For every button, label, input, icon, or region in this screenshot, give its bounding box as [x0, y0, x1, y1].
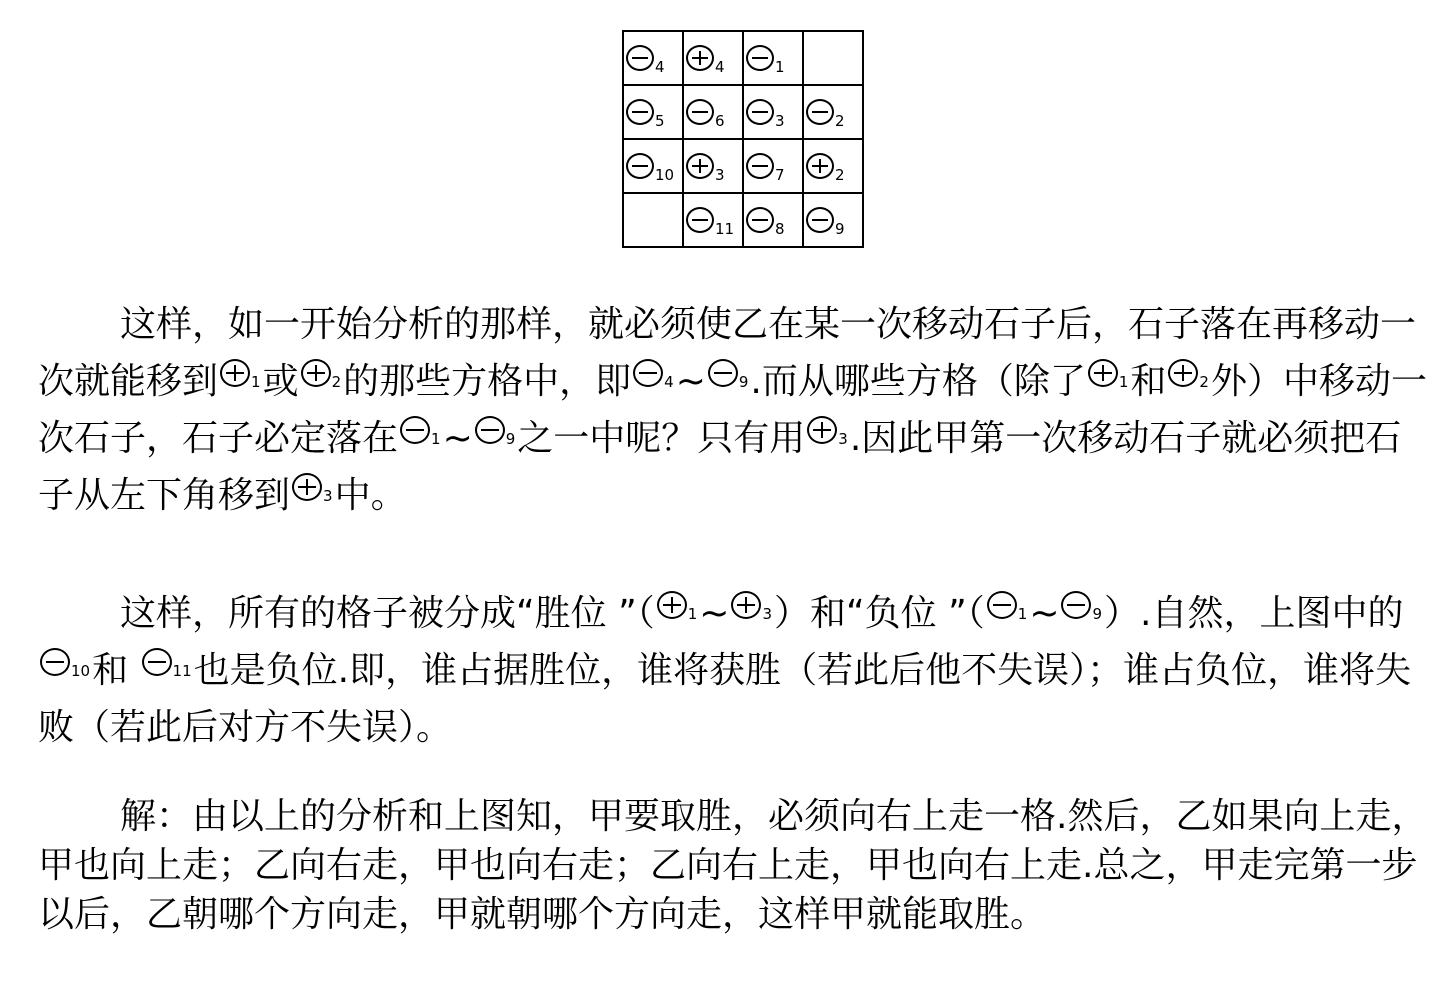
text-segment: 这样，如一开始分析的那样，就必须使乙在某一次移动石子后，石子落在再移动一次就能移到	[38, 304, 1417, 402]
minus-marker	[686, 99, 725, 130]
circled-minus-icon	[626, 99, 654, 125]
minus-marker	[806, 207, 845, 238]
circled-minus-icon	[746, 45, 774, 71]
plus-marker	[292, 473, 333, 505]
plus-marker	[731, 591, 773, 623]
marker-index: 2	[1199, 372, 1209, 391]
minus-marker	[142, 648, 192, 680]
minus-marker	[626, 99, 665, 130]
text-segment: .而从哪些方格（除了	[750, 361, 1086, 402]
minus-marker	[40, 648, 91, 680]
circled-plus-icon	[301, 359, 331, 387]
circled-minus-icon	[987, 591, 1017, 619]
grid-cell	[743, 85, 803, 139]
grid-cell	[803, 193, 863, 247]
marker-index: 4	[655, 57, 665, 76]
grid-cell	[683, 193, 743, 247]
plus-marker	[657, 591, 698, 623]
plus-marker	[301, 359, 342, 391]
grid-cell	[683, 31, 743, 85]
grid-cell	[623, 31, 683, 85]
circled-minus-icon	[806, 99, 834, 125]
text-segment: ）和“负位 ”（	[774, 593, 985, 634]
marker-index: 9	[1092, 604, 1103, 623]
marker-index: 1	[431, 429, 441, 448]
marker-index: 11	[172, 661, 192, 680]
grid-cell	[623, 85, 683, 139]
marker-index: 1	[687, 604, 698, 623]
text-segment: ~	[675, 361, 706, 402]
minus-marker	[626, 45, 665, 76]
text-segment: ~	[699, 593, 730, 634]
plus-marker	[220, 359, 261, 391]
grid-cell	[623, 193, 683, 247]
circled-minus-icon	[626, 45, 654, 71]
marker-index: 4	[664, 372, 674, 391]
text-segment: 和	[92, 650, 140, 691]
marker-index: 10	[71, 661, 91, 680]
text-segment: ~	[1029, 593, 1060, 634]
marker-index: 3	[323, 486, 333, 505]
marker-index: 3	[762, 604, 773, 623]
circled-minus-icon	[686, 207, 714, 233]
text-segment: ）.自然，上图中的	[1104, 593, 1404, 634]
text-segment: 的那些方格中，即	[343, 361, 632, 402]
circled-minus-icon	[686, 99, 714, 125]
grid-cell	[803, 31, 863, 85]
marker-index: 1	[1118, 372, 1129, 391]
grid-cell	[743, 193, 803, 247]
minus-marker	[1061, 591, 1103, 623]
text-segment: 或	[262, 361, 299, 402]
marker-index: 6	[715, 111, 725, 130]
grid-cell	[683, 85, 743, 139]
paragraph-solution	[38, 792, 1430, 939]
grid-row	[623, 139, 863, 193]
plus-marker	[686, 153, 725, 184]
marker-index: 9	[835, 219, 845, 238]
grid-row	[623, 193, 863, 247]
marker-index: 4	[715, 57, 725, 76]
paragraph-win-lose-positions	[38, 585, 1430, 756]
circled-minus-icon	[746, 207, 774, 233]
text-segment: 也是负位.即，谁占据胜位，谁将获胜（若此后他不失误）；谁占负位，谁将失败（若此后对方不失误）。	[38, 650, 1412, 748]
grid-row	[623, 31, 863, 85]
circled-plus-icon	[731, 591, 761, 619]
marker-index: 9	[738, 372, 749, 391]
marker-index: 9	[505, 429, 516, 448]
minus-marker	[746, 207, 785, 238]
circled-minus-icon	[708, 359, 738, 387]
text-segment: .因此甲第一次移动石子就必须把石子从左下角移到	[38, 418, 1402, 516]
grid-cell	[683, 139, 743, 193]
marker-index: 1	[775, 57, 785, 76]
marker-index: 8	[775, 219, 785, 238]
grid-cell	[743, 139, 803, 193]
minus-marker	[987, 591, 1028, 623]
marker-index: 5	[655, 111, 665, 130]
text-segment: ~	[442, 418, 473, 459]
minus-marker	[475, 416, 516, 448]
marker-index: 3	[715, 165, 725, 184]
plus-marker	[1088, 359, 1129, 391]
circled-minus-icon	[1061, 591, 1091, 619]
grid-cell	[623, 139, 683, 193]
circled-minus-icon	[475, 416, 505, 444]
grid-cell	[803, 139, 863, 193]
text-segment: 解：由以上的分析和上图知，甲要取胜，必须向右上走一格.然后，乙如果向上走，甲也向上走；乙向右走，甲也向右走；乙向右上走，甲也向右上走.总之，甲走完第一步以后，乙朝哪个方向走，甲就朝哪个方向走，这样甲就能取胜。	[38, 796, 1428, 935]
minus-marker	[746, 153, 785, 184]
minus-marker	[708, 359, 749, 391]
minus-marker	[686, 207, 735, 238]
circled-plus-icon	[807, 416, 837, 444]
circled-minus-icon	[40, 648, 70, 676]
text-segment: 之一中呢？只有用	[517, 418, 806, 459]
circled-minus-icon	[746, 99, 774, 125]
grid-cell	[803, 85, 863, 139]
marker-index: 1	[1017, 604, 1028, 623]
circled-plus-icon	[1088, 359, 1118, 387]
plus-marker	[806, 153, 845, 184]
marker-index: 3	[775, 111, 785, 130]
minus-marker	[806, 99, 845, 130]
plus-marker	[807, 416, 848, 448]
marker-index: 11	[715, 219, 735, 238]
plus-marker	[1168, 359, 1209, 391]
circled-plus-icon	[686, 45, 714, 71]
circled-plus-icon	[806, 153, 834, 179]
marker-index: 7	[775, 165, 785, 184]
marker-index: 2	[835, 111, 845, 130]
text-segment: 和	[1130, 361, 1167, 402]
circled-plus-icon	[220, 359, 250, 387]
circled-minus-icon	[400, 416, 430, 444]
plus-marker	[686, 45, 725, 76]
text-segment: 中。	[334, 475, 407, 516]
minus-marker	[626, 153, 675, 184]
minus-marker	[746, 99, 785, 130]
circled-minus-icon	[142, 648, 172, 676]
marker-index: 2	[835, 165, 845, 184]
circled-minus-icon	[626, 153, 654, 179]
circled-plus-icon	[1168, 359, 1198, 387]
circled-plus-icon	[686, 153, 714, 179]
circled-plus-icon	[657, 591, 687, 619]
circled-minus-icon	[806, 207, 834, 233]
grid-cell	[743, 31, 803, 85]
marker-index: 1	[251, 372, 261, 391]
marker-index: 3	[838, 429, 848, 448]
circled-plus-icon	[292, 473, 322, 501]
grid-row	[623, 85, 863, 139]
minus-marker	[400, 416, 441, 448]
game-grid	[622, 30, 864, 248]
marker-index: 10	[655, 165, 675, 184]
text-segment: 外）中移动一次石子，石子必定落在	[38, 361, 1427, 459]
paragraph-winning-moves	[38, 296, 1430, 524]
circled-minus-icon	[746, 153, 774, 179]
circled-minus-icon	[633, 359, 663, 387]
minus-marker	[746, 45, 785, 76]
text-segment: 这样，所有的格子被分成“胜位 ”（	[120, 593, 655, 634]
marker-index: 2	[331, 372, 342, 391]
minus-marker	[633, 359, 674, 391]
